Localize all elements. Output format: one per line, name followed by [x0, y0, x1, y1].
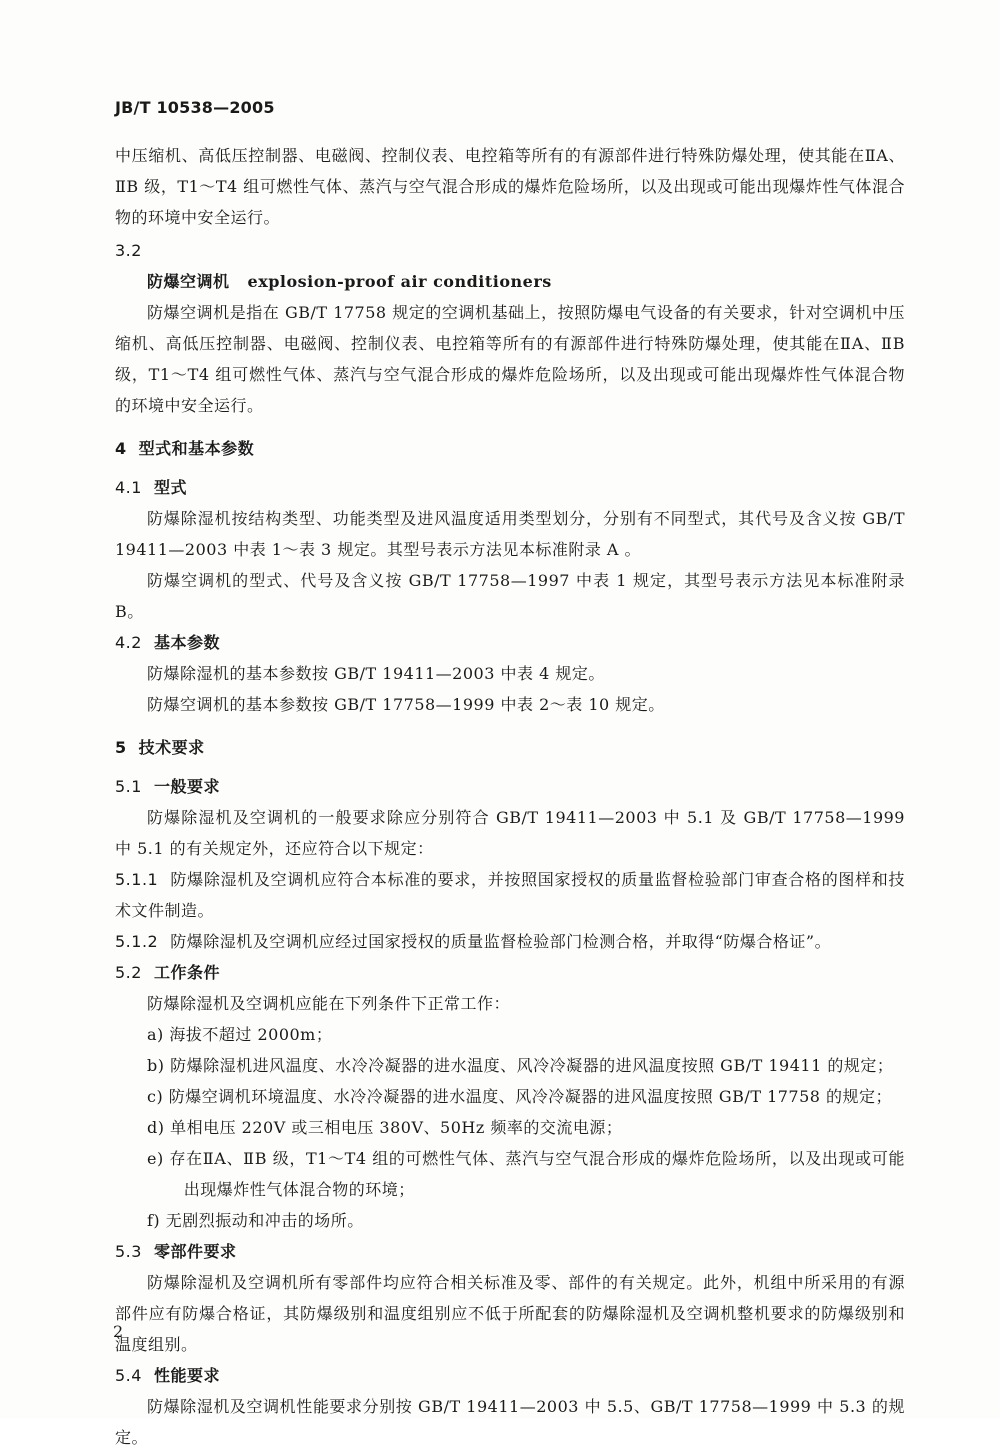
- clause-5-1-2: 5.1.2 防爆除湿机及空调机应经过国家授权的质量监督检验部门检测合格，并取得“防爆合格证”。: [115, 932, 832, 951]
- list-item: c) 防爆空调机环境温度、水冷冷凝器的进水温度、风冷冷凝器的进风温度按照 GB/T 17758 的规定；: [147, 1087, 893, 1106]
- section-5-heading: 5 技术要求: [115, 738, 205, 757]
- clause-4-2-heading: 4.2 基本参数: [115, 633, 220, 652]
- clause-5-3-heading: 5.3 零部件要求: [115, 1242, 237, 1261]
- clause-5-3-para: 防爆除湿机及空调机所有零部件均应符合相关标准及零、部件的有关规定。此外，机组中所采用的有源部件应有防爆合格证，其防爆级别和温度组别应不低于所配套的防爆除湿机及空调机整机要求的防爆级别和温度组别。: [115, 1273, 905, 1354]
- standard-number-header: JB/T 10538—2005: [115, 98, 275, 117]
- list-item: e) 存在ⅡA、ⅡB 级，T1～T4 组的可燃性气体、蒸汽与空气混合形成的爆炸危险场所，以及出现或可能出现爆炸性气体混合物的环境；: [147, 1149, 905, 1199]
- clause-5-2-heading: 5.2 工作条件: [115, 963, 220, 982]
- term-entry: [115, 266, 905, 297]
- clause-3-2-number: 3.2: [115, 241, 142, 260]
- term-chinese: 防爆空调机: [147, 272, 230, 291]
- clause-5-2-para: 防爆除湿机及空调机应能在下列条件下正常工作：: [147, 994, 511, 1013]
- clause-5-4-para: 防爆除湿机及空调机性能要求分别按 GB/T 19411—2003 中 5.5、GB/T 17758—1999 中 5.3 的规定。: [115, 1397, 905, 1447]
- term-english: explosion-proof air conditioners: [247, 272, 552, 291]
- section-4-heading: 4 型式和基本参数: [115, 439, 255, 458]
- list-item: b) 防爆除湿机进风温度、水冷冷凝器的进水温度、风冷冷凝器的进风温度按照 GB/T 19411 的规定；: [147, 1056, 894, 1075]
- term-definition: 防爆空调机是指在 GB/T 17758 规定的空调机基础上，按照防爆电气设备的有关要求，针对空调机中压缩机、高低压控制器、电磁阀、控制仪表、电控箱等所有的有源部件进行特殊防爆处理，使其能在ⅡA、ⅡB 级，T1～T4 组可燃性气体、蒸汽与空气混合形成的爆炸危险场所，以及出现或可能出现爆炸性气体混合物的环境中安全运行。: [115, 303, 905, 415]
- clause-4-2-para-2: 防爆空调机的基本参数按 GB/T 17758—1999 中表 2～表 10 规定。: [147, 695, 665, 714]
- list-item: f) 无剧烈振动和冲击的场所。: [147, 1211, 364, 1230]
- clause-4-1-para-2: 防爆空调机的型式、代号及含义按 GB/T 17758—1997 中表 1 规定，其型号表示方法见本标准附录 B。: [115, 571, 905, 621]
- page-content: [115, 140, 905, 1453]
- continued-paragraph: 中压缩机、高低压控制器、电磁阀、控制仪表、电控箱等所有的有源部件进行特殊防爆处理，使其能在ⅡA、ⅡB 级，T1～T4 组可燃性气体、蒸汽与空气混合形成的爆炸危险场所，以及出现或可能出现爆炸性气体混合物的环境中安全运行。: [115, 146, 905, 227]
- clause-5-1-para: 防爆除湿机及空调机的一般要求除应分别符合 GB/T 19411—2003 中 5.1 及 GB/T 17758—1999 中 5.1 的有关规定外，还应符合以下规定：: [115, 808, 905, 858]
- clause-4-1-para-1: 防爆除湿机按结构类型、功能类型及进风温度适用类型划分，分别有不同型式，其代号及含义按 GB/T 19411—2003 中表 1～表 3 规定。其型号表示方法见本标准附录 A 。: [115, 509, 905, 559]
- list-item: d) 单相电压 220V 或三相电压 380V、50Hz 频率的交流电源；: [147, 1118, 623, 1137]
- clause-5-1-heading: 5.1 一般要求: [115, 777, 220, 796]
- clause-4-2-para-1: 防爆除湿机的基本参数按 GB/T 19411—2003 中表 4 规定。: [147, 664, 605, 683]
- page-number: 2: [113, 1322, 124, 1341]
- clause-4-1-heading: 4.1 型式: [115, 478, 187, 497]
- clause-5-4-heading: 5.4 性能要求: [115, 1366, 220, 1385]
- list-item: a) 海拔不超过 2000m；: [147, 1025, 333, 1044]
- clause-5-1-1: 5.1.1 防爆除湿机及空调机应符合本标准的要求，并按照国家授权的质量监督检验部门审查合格的图样和技术文件制造。: [115, 870, 905, 920]
